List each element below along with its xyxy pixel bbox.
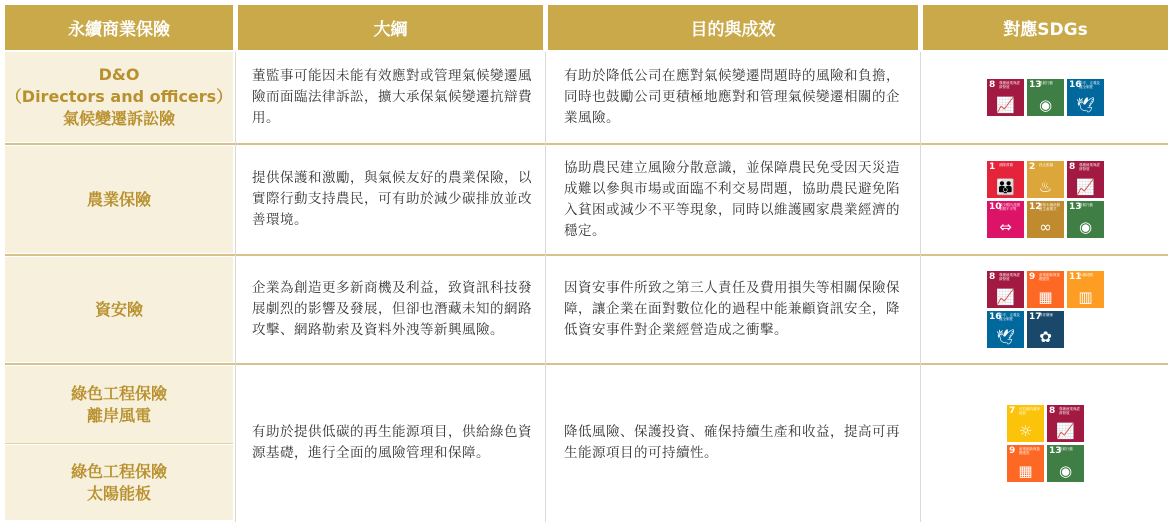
row-solar-name-line1: 綠色工程保險: [70, 461, 167, 481]
row-wind-name-line2: 離岸風電: [86, 405, 151, 425]
row-dno-name: [5, 52, 233, 142]
sdg-13-tile: [1027, 79, 1064, 116]
sdg-number: 9: [1029, 272, 1036, 282]
sdg-label: 和平、正義及健全制度: [999, 313, 1020, 321]
sdg-label: 消除貧窮: [999, 163, 1013, 167]
row-agri-sdgs: [923, 146, 1168, 253]
sdg-1-tile: [987, 161, 1024, 198]
sdg-label: 氣候行動: [1059, 446, 1073, 451]
header-purpose: 目的與成效: [548, 5, 918, 50]
sdg-number: 8: [1049, 405, 1056, 416]
row-green-purpose: 降低風險、保護投資、確保持續生產和收益，提高可再生能源項目的可持續性。: [564, 424, 900, 461]
sub-row-divider: [5, 443, 233, 444]
sdg-label: 和平、正義及健全制度: [1079, 80, 1100, 89]
sdg-number: 13: [1029, 79, 1042, 90]
column-divider: [235, 52, 236, 522]
sdg-label: 減少國內及國家間不平等: [999, 203, 1020, 211]
row-green-outline: 有助於提供低碳的再生能源項目，供給綠色資源基礎，進行全面的風險管理和保障。: [252, 424, 532, 461]
header-sdgs: 對應SDGs: [923, 5, 1168, 50]
sdg-label: 尊嚴就業與經濟發展: [999, 273, 1020, 281]
sdg-number: 1: [989, 162, 996, 172]
sdg-number: 8: [1069, 162, 1076, 172]
sdg-number: 8: [989, 272, 996, 282]
row-dno-outline: 董監事可能因未能有效應對或管理氣候變遷風險而面臨法律訴訟，擴大承保氣候變遷抗辯費用。: [252, 67, 532, 126]
sdg-9-tile: [1007, 445, 1044, 482]
dove-icon: 🕊: [1075, 95, 1096, 114]
cubes-icon: ▦: [1038, 288, 1053, 306]
row-divider: [5, 143, 1168, 145]
row-cyber-name: 資安險: [5, 257, 233, 362]
sdg-number: 13: [1069, 202, 1082, 212]
row-wind-name: [5, 366, 233, 443]
sdg-number: 16: [1069, 79, 1082, 90]
row-agri-name: 農業保險: [5, 146, 233, 253]
sdg-13-tile: [1067, 201, 1104, 238]
cubes-icon: ▦: [1018, 461, 1033, 480]
sdg-17-tile: [1027, 311, 1064, 348]
sdg-8-tile: [987, 79, 1024, 116]
sdg-label: 終止飢餓: [1039, 163, 1053, 167]
sdg-7-tile: [1007, 405, 1044, 442]
sun-icon: ☼: [1018, 421, 1033, 440]
row-dno-name-line1: D&O: [98, 65, 140, 84]
sdg-number: 13: [1049, 445, 1062, 456]
sdg-10-tile: [987, 201, 1024, 238]
row-dno-name-line3: 氣候變遷訴訟險: [62, 109, 175, 128]
sdg-8-tile: [1067, 161, 1104, 198]
column-divider: [920, 52, 921, 522]
row-agri-purpose: 協助農民建立風險分散意識，並保障農民免受因天災造成難以參與市場或面臨不利交易問題，協助農民避免陷入貧困或減少不平等現象，同時以維護國家農業經濟的穩定。: [564, 159, 900, 239]
sdg-number: 10: [989, 202, 1002, 212]
row-dno-sdgs: [923, 52, 1168, 142]
dove-icon: 🕊: [995, 328, 1016, 346]
row-divider: [5, 363, 1168, 365]
sdg-8-tile: [987, 271, 1024, 308]
sdg-16-tile: [1067, 79, 1104, 116]
row-cyber-outline: 企業為創造更多新商機及利益，致資訊科技發展劇烈的影響及發展，但卻也潛藏未知的網路攻擊、網路勒索及資料外洩等新興風險。: [252, 280, 532, 338]
sdg-label: 產業創新與基礎建設: [1019, 446, 1040, 455]
column-divider: [545, 52, 546, 522]
sdg-number: 7: [1009, 405, 1016, 416]
sdg-number: 17: [1029, 312, 1042, 322]
row-dno-purpose: 有助於降低公司在應對氣候變遷問題時的風險和負擔，同時也鼓勵公司更積極地應對和管理氣候變遷相關的企業風險。: [564, 67, 900, 126]
sdg-number: 9: [1009, 445, 1016, 456]
eye-icon: ◉: [1038, 95, 1053, 114]
row-solar-name-line2: 太陽能板: [86, 483, 151, 503]
sdg-label: 氣候行動: [1039, 80, 1053, 85]
sdg-label: 可負擔的潔淨能源: [1019, 406, 1040, 415]
sdg-9-tile: [1027, 271, 1064, 308]
row-agri-outline: 提供保護和激勵，與氣候友好的農業保險，以實際行動支持農民，可有助於減少碳排放並改善環境。: [252, 170, 532, 228]
sdg-number: 8: [989, 79, 996, 90]
header-insurance: 永續商業保險: [5, 5, 233, 50]
sdg-number: 12: [1029, 202, 1042, 212]
row-dno-name-line2: （Directors and officers）: [5, 87, 233, 106]
sdg-number: 11: [1069, 272, 1082, 282]
sdg-number: 2: [1029, 162, 1036, 172]
sdg-number: 16: [989, 312, 1002, 322]
growth-icon: 📈: [996, 288, 1015, 306]
sdg-label: 尊嚴就業與經濟發展: [1079, 163, 1100, 171]
sdg-12-tile: [1027, 201, 1064, 238]
row-green-sdgs: [923, 366, 1168, 520]
sdg-2-tile: [1027, 161, 1064, 198]
equality-icon: ⇔: [999, 218, 1012, 236]
bowl-icon: ♨: [1038, 178, 1053, 196]
sdg-11-tile: [1067, 271, 1104, 308]
people-icon: 👪: [996, 178, 1015, 196]
infinity-icon: ∞: [1039, 218, 1052, 236]
sdg-label: 尊嚴就業與經濟發展: [999, 80, 1020, 89]
sdg-label: 確保永續消費及生產模式: [1039, 203, 1060, 211]
growth-icon: 📈: [1056, 421, 1075, 440]
flower-icon: ✿: [1039, 328, 1052, 346]
sdg-label: 產業創新與基礎建設: [1039, 273, 1060, 281]
row-cyber-purpose: 因資安事件所致之第三人責任及費用損失等相關保險保障，讓企業在面對數位化的過程中能兼顧資訊安全，降低資安事件對企業經營造成之衝擊。: [564, 280, 900, 338]
row-cyber-sdgs: [923, 257, 1168, 362]
sdg-13-tile: [1047, 445, 1084, 482]
city-icon: ▥: [1078, 288, 1093, 306]
sdg-16-tile: [987, 311, 1024, 348]
header-outline: 大綱: [238, 5, 543, 50]
eye-icon: ◉: [1078, 218, 1093, 236]
row-divider: [5, 254, 1168, 256]
sdg-label: 夥伴關係: [1039, 313, 1053, 317]
eye-icon: ◉: [1058, 461, 1073, 480]
row-solar-name: [5, 445, 233, 520]
sdg-label: 氣候行動: [1079, 203, 1093, 207]
sdg-label: 尊嚴就業與經濟發展: [1059, 406, 1080, 415]
row-wind-name-line1: 綠色工程保險: [70, 383, 167, 403]
growth-icon: 📈: [996, 95, 1015, 114]
sdg-label: 永續城鄉: [1079, 273, 1093, 277]
growth-icon: 📈: [1076, 178, 1095, 196]
sdg-8-tile: [1047, 405, 1084, 442]
